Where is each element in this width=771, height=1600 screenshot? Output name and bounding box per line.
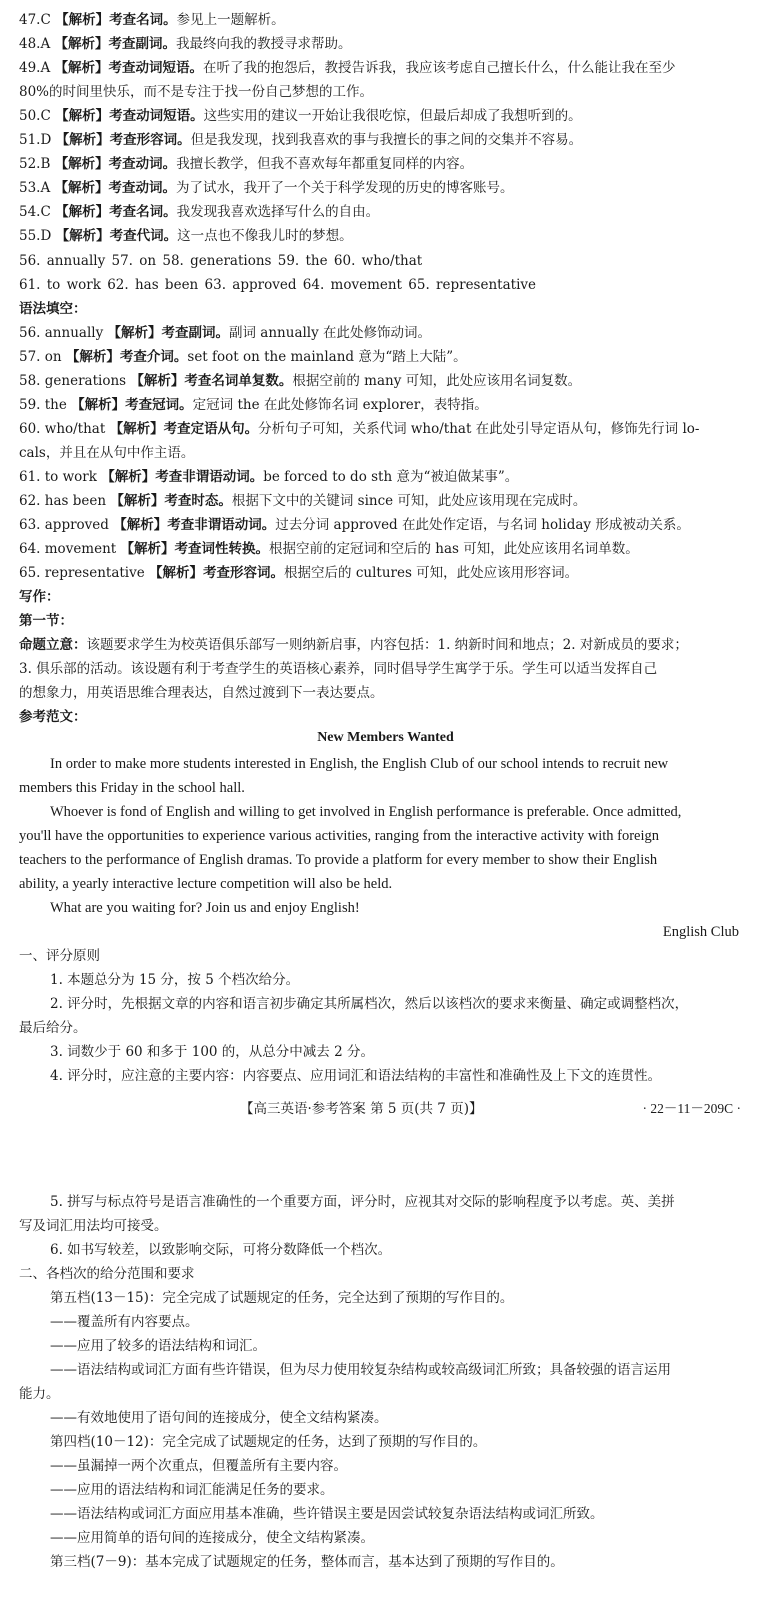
essay-title: New Members Wanted — [317, 730, 454, 745]
footer-page-info: 【高三英语·参考答案 第 5 页(共 7 页)】 — [240, 1101, 483, 1117]
intent-line: 命题立意：该题要求学生为校英语俱乐部写一则纳新启事，内容包括：1. 纳新时间和地点；2. 对新成员的要求； — [19, 637, 688, 653]
item-54: 54.C 【解析】考查名词。我发现我喜欢选择写什么的自由。 — [19, 204, 380, 220]
page2-line: ——有效地使用了语句间的连接成分，使全文结构紧凑。 — [50, 1410, 388, 1426]
grammar-heading: 语法填空： — [19, 301, 87, 317]
page2-line: 5. 拼写与标点符号是语言准确性的一个重要方面，评分时，应视其对交际的影响程度予以考虑。英、美拼 — [50, 1194, 675, 1210]
page2-line: ——应用了较多的语法结构和词汇。 — [50, 1338, 266, 1354]
essay-line: members this Friday in the school hall. — [19, 780, 245, 796]
answers-row-1: 56. annually 57. on 58. generations 59. the 60. who/that — [19, 253, 423, 269]
item-47: 47.C 【解析】考查名词。参见上一题解析。 — [19, 12, 285, 28]
page2-line: ——应用的语法结构和词汇能满足任务的要求。 — [50, 1482, 334, 1498]
grammar-item: 62. has been 【解析】考查时态。根据下文中的关键词 since 可知，此处应该用现在完成时。 — [19, 493, 587, 509]
page2-line: 写及词汇用法均可接受。 — [19, 1218, 168, 1234]
item-49-cont: 80%的时间里快乐，而不是专注于找一份自己梦想的工作。 — [19, 84, 374, 100]
grammar-item: 65. representative 【解析】考查形容词。根据空后的 cultures 可知，此处应该用形容词。 — [19, 565, 579, 581]
page-footer — [0, 1097, 771, 1117]
principles-heading: 一、评分原则 — [19, 948, 100, 964]
grammar-item-cont: cals，并且在从句中作主语。 — [19, 445, 195, 461]
essay-line: Whoever is fond of English and willing to get involved in English performance is preferable. Once admitted, — [50, 804, 682, 820]
grammar-item: 58. generations 【解析】考查名词单复数。根据空前的 many 可知，此处应该用名词复数。 — [19, 373, 582, 389]
grammar-item: 64. movement 【解析】考查词性转换。根据空前的定冠词和空后的 has 可知，此处应该用名词单数。 — [19, 541, 639, 557]
grammar-item: 61. to work 【解析】考查非谓语动词。be forced to do sth 意为“被迫做某事”。 — [19, 469, 519, 485]
grammar-item: 60. who/that 【解析】考查定语从句。分析句子可知，关系代词 who/that 在此处引导定语从句，修饰先行词 lo- — [19, 421, 700, 437]
page2-line: 能力。 — [19, 1386, 60, 1402]
intent-label: 命题立意： — [19, 637, 87, 653]
page2-line: ——虽漏掉一两个次重点，但覆盖所有主要内容。 — [50, 1458, 347, 1474]
principle-line: 4. 评分时，应注意的主要内容：内容要点、应用词汇和语法结构的丰富性和准确性及上下文的连贯性。 — [50, 1068, 662, 1084]
item-53: 53.A 【解析】考查动词。为了试水，我开了一个关于科学发现的历史的博客账号。 — [19, 180, 514, 196]
page2-line: 6. 如书写较差，以致影响交际，可将分数降低一个档次。 — [50, 1242, 392, 1258]
page2-line: ——语法结构或词汇方面应用基本准确，些许错误主要是因尝试较复杂语法结构或词汇所致。 — [50, 1506, 604, 1522]
grammar-item: 59. the 【解析】考查冠词。定冠词 the 在此处修饰名词 explorer，表特指。 — [19, 397, 488, 413]
levels-heading: 二、各档次的给分范围和要求 — [19, 1266, 195, 1282]
sample-heading: 参考范文： — [19, 709, 87, 725]
level-five: 第五档(13－15)：完全完成了试题规定的任务，完全达到了预期的写作目的。 — [50, 1290, 514, 1306]
essay-line: ability, a yearly interactive lecture competition will also be held. — [19, 876, 393, 892]
item-51: 51.D 【解析】考查形容词。但是我发现，找到我喜欢的事与我擅长的事之间的交集并不容易。 — [19, 132, 583, 148]
essay-line: teachers to the performance of English dramas. To provide a platform for every member to show their English — [19, 852, 658, 868]
principle-line: 2. 评分时，先根据文章的内容和语言初步确定其所属档次，然后以该档次的要求来衡量、确定或调整档次， — [50, 996, 689, 1012]
item-48: 48.A 【解析】考查副词。我最终向我的教授寻求帮助。 — [19, 36, 352, 52]
essay-line: you'll have the opportunities to experience various activities, ranging from the interactive activity with foreign — [19, 828, 660, 844]
item-49: 49.A 【解析】考查动词短语。在听了我的抱怨后，教授告诉我，我应该考虑自己擅长什么，什么能让我在至少 — [19, 60, 676, 76]
level-four: 第四档(10－12)：完全完成了试题规定的任务，达到了预期的写作目的。 — [50, 1434, 487, 1450]
essay-line: In order to make more students interested in English, the English Club of our school intends to recruit new — [50, 756, 669, 772]
essay-line: What are you waiting for? Join us and enjoy English! — [50, 900, 360, 916]
writing-heading: 写作： — [19, 589, 60, 605]
item-55: 55.D 【解析】考查代词。这一点也不像我儿时的梦想。 — [19, 228, 353, 244]
page2-line: ——应用简单的语句间的连接成分，使全文结构紧凑。 — [50, 1530, 374, 1546]
page2-line: ——覆盖所有内容要点。 — [50, 1314, 199, 1330]
answers-row-2: 61. to work 62. has been 63. approved 64. movement 65. representative — [19, 277, 537, 293]
principle-line: 最后给分。 — [19, 1020, 87, 1036]
section1-heading: 第一节： — [19, 613, 73, 629]
intent-line: 3. 俱乐部的活动。该设题有利于考查学生的英语核心素养，同时倡导学生寓学于乐。学生可以适当发挥自己 — [19, 661, 658, 677]
grammar-item: 56. annually 【解析】考查副词。副词 annually 在此处修饰动词。 — [19, 325, 432, 341]
intent-line: 的想象力，用英语思维合理表达，自然过渡到下一表达要点。 — [19, 685, 384, 701]
item-52: 52.B 【解析】考查动词。我擅长教学，但我不喜欢每年都重复同样的内容。 — [19, 156, 474, 172]
essay-signature: English Club — [662, 924, 739, 940]
grammar-item: 57. on 【解析】考查介词。set foot on the mainland 意为“踏上大陆”。 — [19, 349, 467, 365]
principle-line: 3. 词数少于 60 和多于 100 的，从总分中减去 2 分。 — [50, 1044, 374, 1060]
page2-line: ——语法结构或词汇方面有些许错误，但为尽力使用较复杂结构或较高级词汇所致；具备较强的语言运用 — [50, 1362, 671, 1378]
grammar-item: 63. approved 【解析】考查非谓语动词。过去分词 approved 在此处作定语，与名词 holiday 形成被动关系。 — [19, 517, 690, 533]
footer-code: · 22－11－209C · — [642, 1101, 741, 1116]
level-three: 第三档(7－9)：基本完成了试题规定的任务，整体而言，基本达到了预期的写作目的。 — [50, 1554, 564, 1570]
item-50: 50.C 【解析】考查动词短语。这些实用的建议一开始让我很吃惊，但最后却成了我想听到的。 — [19, 108, 582, 124]
principle-line: 1. 本题总分为 15 分，按 5 个档次给分。 — [50, 972, 300, 988]
